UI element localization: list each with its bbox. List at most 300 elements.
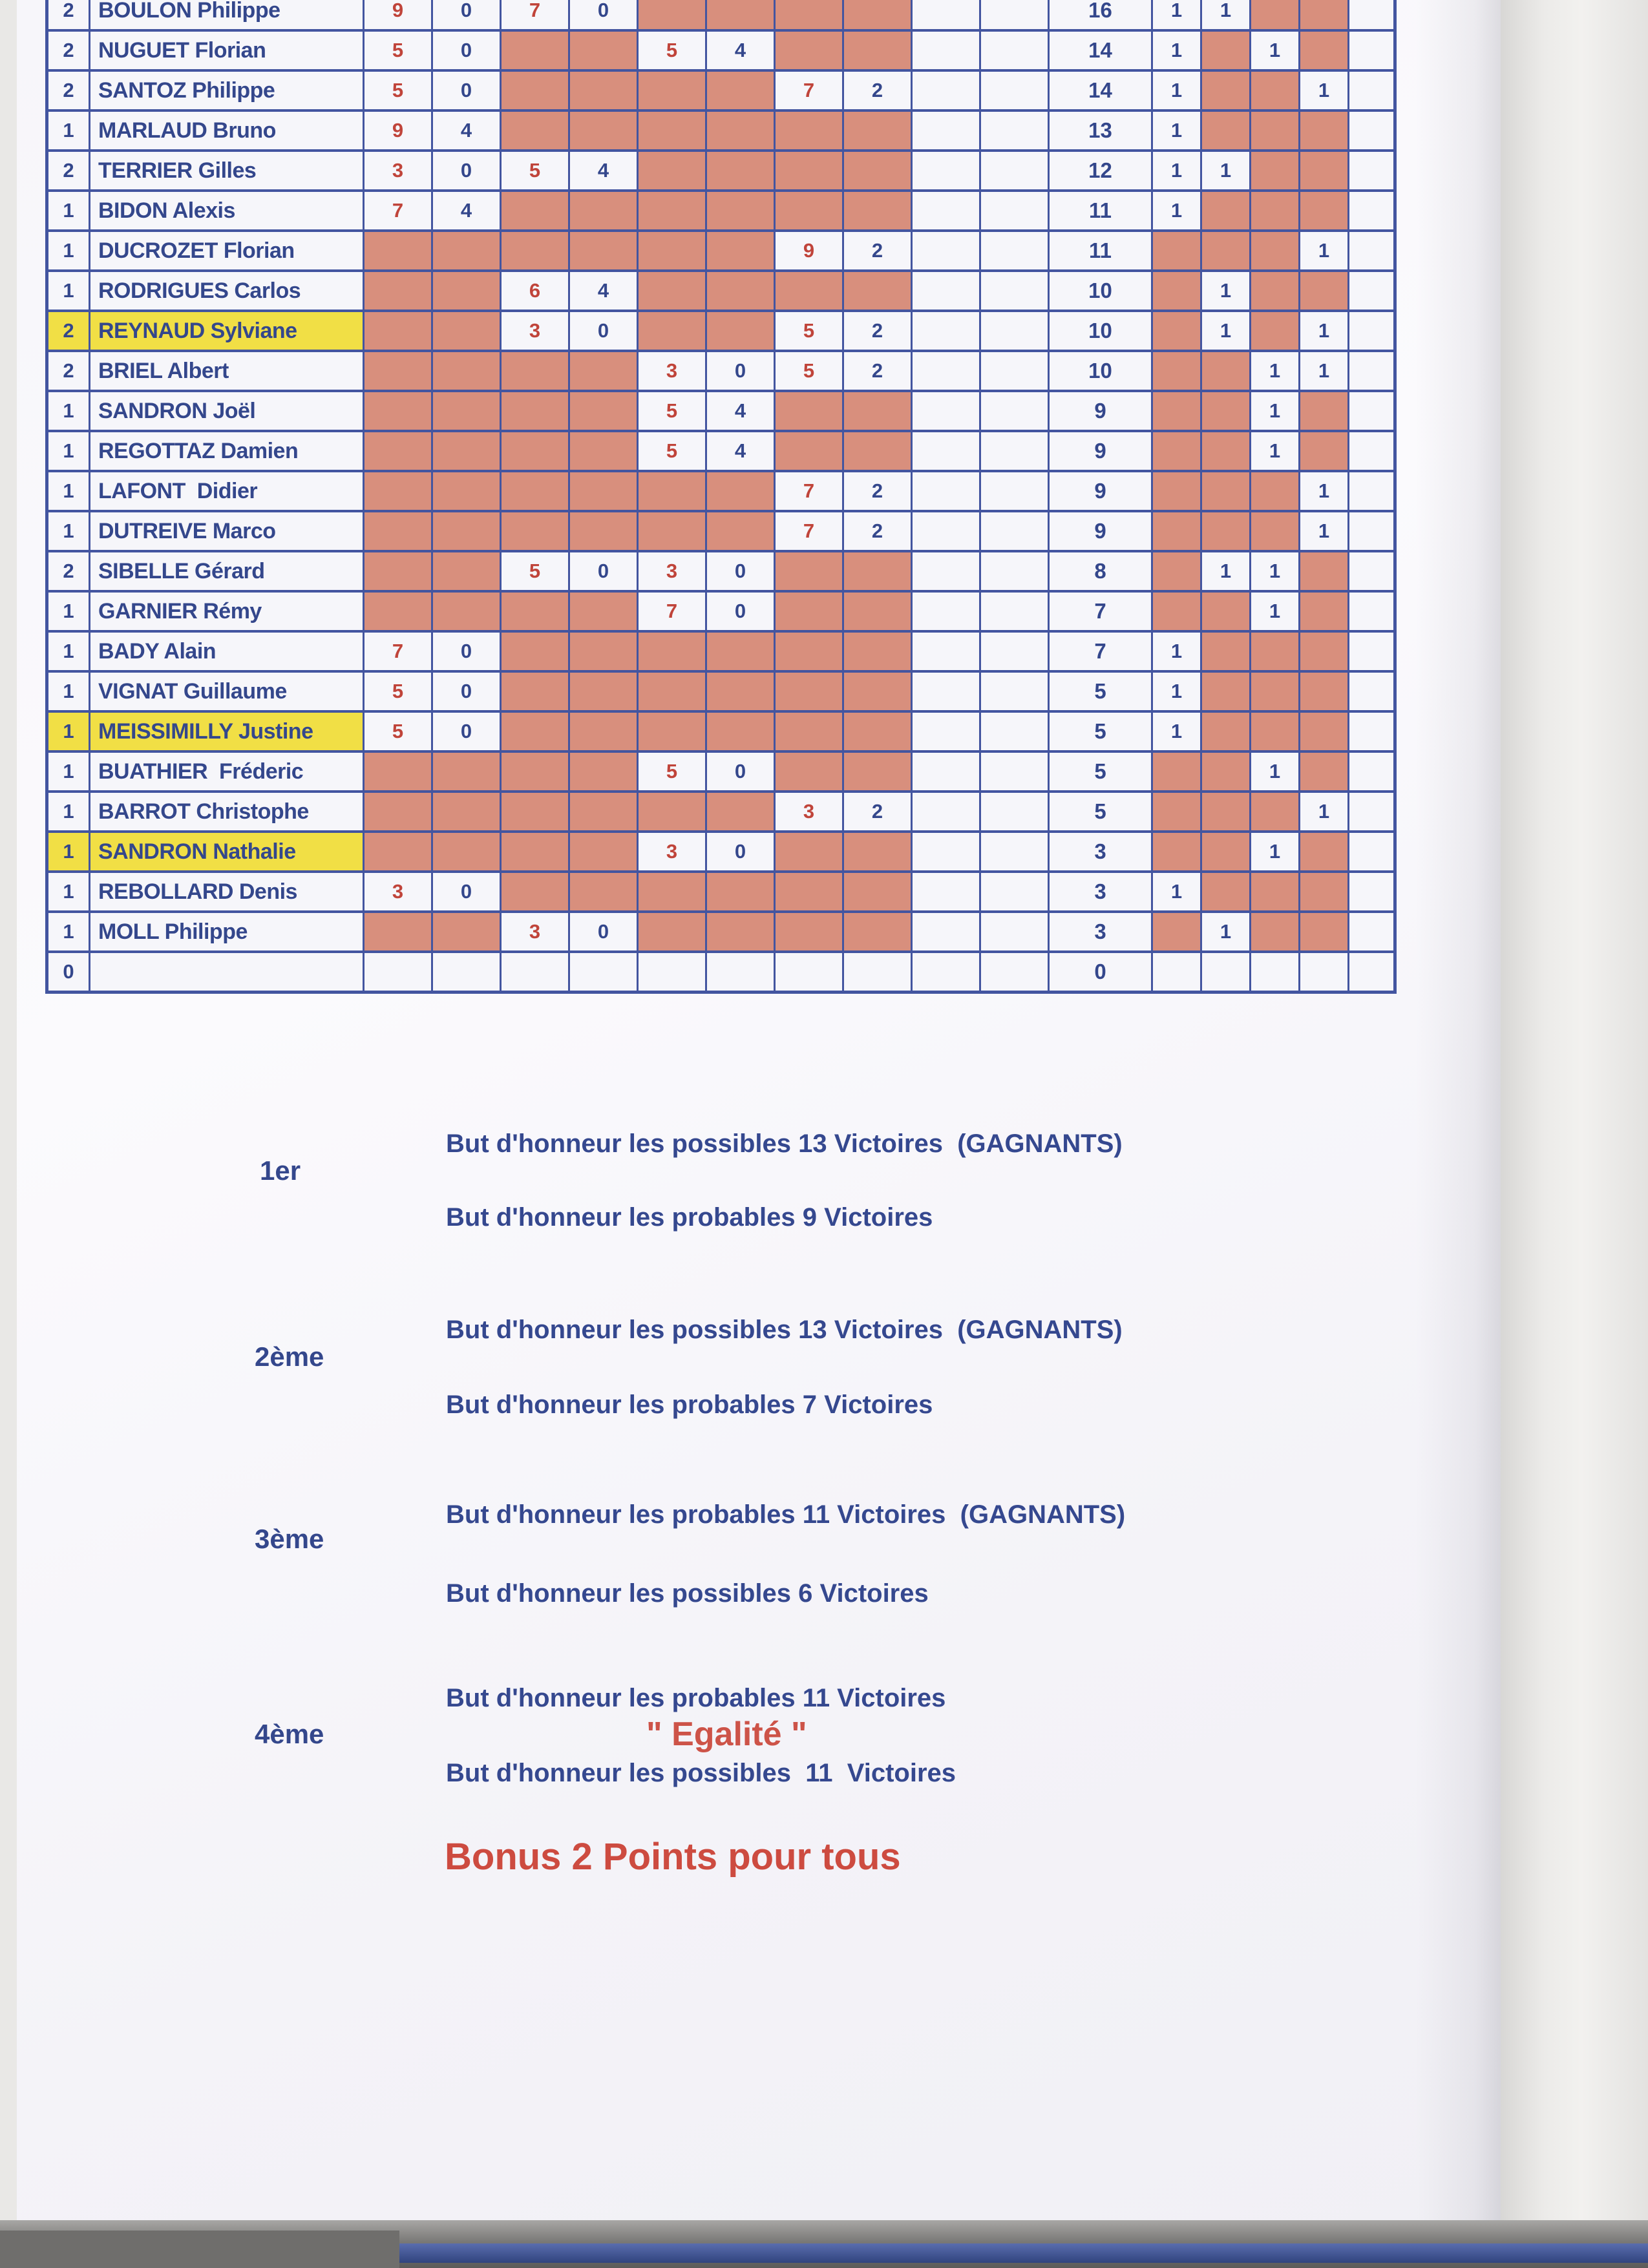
- round-score-cell: 2: [843, 311, 912, 351]
- unplayed-cell: [706, 671, 775, 711]
- trailing-cell: [1349, 591, 1395, 631]
- player-name-cell: REBOLLARD Denis: [90, 872, 364, 912]
- empty-round-cell: [912, 751, 980, 792]
- total-cell: 7: [1049, 631, 1152, 671]
- round-indicator-cell: [1201, 751, 1251, 792]
- empty-round-cell: [980, 391, 1049, 431]
- round-score-cell: 3: [364, 872, 432, 912]
- trailing-cell: [1349, 551, 1395, 591]
- paper-edge-shadow: [1415, 0, 1501, 2220]
- unplayed-cell: [706, 711, 775, 751]
- unplayed-cell: [775, 551, 843, 591]
- unplayed-cell: [501, 872, 569, 912]
- round-indicator-cell: [1201, 30, 1251, 70]
- unplayed-cell: [775, 110, 843, 151]
- empty-round-cell: [843, 952, 912, 992]
- unplayed-cell: [775, 912, 843, 952]
- round-indicator-cell: 1: [1152, 0, 1201, 30]
- unplayed-cell: [569, 191, 638, 231]
- unplayed-cell: [501, 832, 569, 872]
- total-cell: 3: [1049, 832, 1152, 872]
- unplayed-cell: [432, 471, 501, 511]
- round-indicator-cell: 1: [1300, 471, 1349, 511]
- trailing-cell: [1349, 271, 1395, 311]
- unplayed-cell: [843, 431, 912, 471]
- table-row: [47, 751, 1395, 792]
- honor-line: But d'honneur les possibles 13 Victoires (GAGNANTS): [446, 1129, 1123, 1158]
- player-name-cell: MOLL Philippe: [90, 912, 364, 952]
- empty-round-cell: [980, 271, 1049, 311]
- round-indicator-cell: [1300, 551, 1349, 591]
- round-indicator-cell: [1251, 191, 1300, 231]
- table-row: [47, 391, 1395, 431]
- player-name-cell: SANDRON Nathalie: [90, 832, 364, 872]
- unplayed-cell: [775, 591, 843, 631]
- round-indicator-cell: [1300, 0, 1349, 30]
- table-row: [47, 872, 1395, 912]
- unplayed-cell: [501, 110, 569, 151]
- player-name-cell: TERRIER Gilles: [90, 151, 364, 191]
- unplayed-cell: [775, 151, 843, 191]
- honor-line: But d'honneur les probables 9 Victoires: [446, 1203, 933, 1232]
- round-indicator-cell: 1: [1152, 191, 1201, 231]
- unplayed-cell: [638, 872, 706, 912]
- empty-round-cell: [980, 431, 1049, 471]
- unplayed-cell: [432, 792, 501, 832]
- unplayed-cell: [364, 391, 432, 431]
- unplayed-cell: [501, 70, 569, 110]
- round-indicator-cell: [1201, 631, 1251, 671]
- empty-round-cell: [980, 191, 1049, 231]
- unplayed-cell: [706, 70, 775, 110]
- round-indicator-cell: [1300, 431, 1349, 471]
- round-indicator-cell: [1251, 792, 1300, 832]
- round-score-cell: 0: [569, 912, 638, 952]
- round-score-cell: 4: [569, 151, 638, 191]
- total-cell: 5: [1049, 792, 1152, 832]
- player-name-cell: VIGNAT Guillaume: [90, 671, 364, 711]
- round-indicator-cell: [1201, 351, 1251, 391]
- trailing-cell: [1349, 872, 1395, 912]
- unplayed-cell: [501, 231, 569, 271]
- round-score-cell: 9: [364, 0, 432, 30]
- player-name-cell: SANDRON Joël: [90, 391, 364, 431]
- round-score-cell: 5: [364, 671, 432, 711]
- total-cell: 9: [1049, 391, 1152, 431]
- trailing-cell: [1349, 151, 1395, 191]
- empty-round-cell: [912, 511, 980, 551]
- empty-round-cell: [912, 832, 980, 872]
- player-name-cell: NUGUET Florian: [90, 30, 364, 70]
- empty-round-cell: [980, 311, 1049, 351]
- total-cell: 14: [1049, 70, 1152, 110]
- round-indicator-cell: [1201, 431, 1251, 471]
- round-score-cell: 0: [706, 751, 775, 792]
- round-indicator-cell: 1: [1201, 912, 1251, 952]
- unplayed-cell: [569, 110, 638, 151]
- empty-round-cell: [980, 351, 1049, 391]
- player-name-cell: [90, 952, 364, 992]
- round-indicator-cell: [1201, 711, 1251, 751]
- total-cell: 9: [1049, 511, 1152, 551]
- round-score-cell: 2: [843, 70, 912, 110]
- ordinal-label-1er: 1er: [260, 1155, 301, 1186]
- round-score-cell: 0: [706, 551, 775, 591]
- round-indicator-cell: 1: [1300, 351, 1349, 391]
- trailing-cell: [1349, 311, 1395, 351]
- empty-round-cell: [364, 952, 432, 992]
- honor-line: But d'honneur les possibles 6 Victoires: [446, 1579, 929, 1608]
- empty-round-cell: [912, 591, 980, 631]
- rank-cell: 1: [47, 832, 90, 872]
- player-name-cell: BADY Alain: [90, 631, 364, 671]
- unplayed-cell: [706, 872, 775, 912]
- unplayed-cell: [775, 191, 843, 231]
- round-indicator-cell: [1152, 832, 1201, 872]
- round-indicator-cell: [1300, 912, 1349, 952]
- round-indicator-cell: [1201, 511, 1251, 551]
- rank-cell: 1: [47, 431, 90, 471]
- round-score-cell: 0: [706, 591, 775, 631]
- trailing-cell: [1349, 671, 1395, 711]
- round-score-cell: 3: [638, 551, 706, 591]
- round-indicator-cell: [1251, 70, 1300, 110]
- empty-round-cell: [432, 952, 501, 992]
- player-name-cell: LAFONT Didier: [90, 471, 364, 511]
- empty-round-cell: [980, 872, 1049, 912]
- rank-cell: 1: [47, 591, 90, 631]
- round-score-cell: 5: [501, 551, 569, 591]
- empty-round-cell: [980, 471, 1049, 511]
- unplayed-cell: [843, 832, 912, 872]
- round-score-cell: 3: [775, 792, 843, 832]
- round-indicator-cell: 1: [1201, 551, 1251, 591]
- player-name-cell: BRIEL Albert: [90, 351, 364, 391]
- round-indicator-cell: 1: [1152, 151, 1201, 191]
- table-row: [47, 711, 1395, 751]
- table-row: [47, 110, 1395, 151]
- total-cell: 3: [1049, 912, 1152, 952]
- empty-round-cell: [912, 471, 980, 511]
- trailing-cell: [1349, 231, 1395, 271]
- honor-line: But d'honneur les probables 7 Victoires: [446, 1391, 933, 1419]
- player-name-cell: REGOTTAZ Damien: [90, 431, 364, 471]
- unplayed-cell: [775, 271, 843, 311]
- trailing-cell: [1349, 511, 1395, 551]
- round-indicator-cell: [1201, 391, 1251, 431]
- rank-cell: 1: [47, 271, 90, 311]
- round-indicator-cell: [1300, 751, 1349, 792]
- unplayed-cell: [843, 751, 912, 792]
- unplayed-cell: [638, 471, 706, 511]
- empty-round-cell: [980, 551, 1049, 591]
- total-cell: 11: [1049, 231, 1152, 271]
- round-indicator-cell: [1152, 231, 1201, 271]
- table-row: [47, 952, 1395, 992]
- total-cell: 5: [1049, 711, 1152, 751]
- unplayed-cell: [775, 631, 843, 671]
- round-score-cell: 0: [569, 0, 638, 30]
- round-indicator-cell: [1251, 711, 1300, 751]
- round-indicator-cell: [1251, 511, 1300, 551]
- round-indicator-cell: 1: [1300, 792, 1349, 832]
- unplayed-cell: [501, 792, 569, 832]
- empty-round-cell: [980, 952, 1049, 992]
- total-cell: 0: [1049, 952, 1152, 992]
- unplayed-cell: [706, 912, 775, 952]
- player-name-cell: REYNAUD Sylviane: [90, 311, 364, 351]
- round-indicator-cell: 1: [1251, 751, 1300, 792]
- total-cell: 14: [1049, 30, 1152, 70]
- round-indicator-cell: [1251, 471, 1300, 511]
- round-score-cell: 7: [364, 191, 432, 231]
- total-cell: 11: [1049, 191, 1152, 231]
- unplayed-cell: [501, 751, 569, 792]
- unplayed-cell: [775, 711, 843, 751]
- round-score-cell: 4: [569, 271, 638, 311]
- unplayed-cell: [569, 351, 638, 391]
- unplayed-cell: [569, 792, 638, 832]
- round-indicator-cell: 1: [1251, 591, 1300, 631]
- unplayed-cell: [364, 912, 432, 952]
- round-indicator-cell: 1: [1300, 231, 1349, 271]
- round-indicator-cell: [1300, 151, 1349, 191]
- ordinal-label-3eme: 3ème: [255, 1524, 324, 1554]
- unplayed-cell: [706, 0, 775, 30]
- empty-round-cell: [980, 0, 1049, 30]
- empty-round-cell: [980, 832, 1049, 872]
- unplayed-cell: [364, 551, 432, 591]
- table-row: [47, 191, 1395, 231]
- total-cell: 5: [1049, 751, 1152, 792]
- rank-cell: 1: [47, 912, 90, 952]
- round-score-cell: 3: [638, 351, 706, 391]
- total-cell: 8: [1049, 551, 1152, 591]
- table-row: [47, 912, 1395, 952]
- round-indicator-cell: [1300, 832, 1349, 872]
- table-row: [47, 431, 1395, 471]
- unplayed-cell: [432, 551, 501, 591]
- unplayed-cell: [843, 191, 912, 231]
- unplayed-cell: [775, 391, 843, 431]
- round-indicator-cell: 1: [1152, 872, 1201, 912]
- unplayed-cell: [843, 391, 912, 431]
- unplayed-cell: [569, 711, 638, 751]
- empty-round-cell: [912, 0, 980, 30]
- unplayed-cell: [364, 311, 432, 351]
- round-indicator-cell: [1152, 471, 1201, 511]
- trailing-cell: [1349, 70, 1395, 110]
- rank-cell: 1: [47, 231, 90, 271]
- unplayed-cell: [775, 0, 843, 30]
- empty-round-cell: [912, 671, 980, 711]
- unplayed-cell: [569, 591, 638, 631]
- unplayed-cell: [706, 191, 775, 231]
- unplayed-cell: [432, 351, 501, 391]
- unplayed-cell: [432, 912, 501, 952]
- unplayed-cell: [364, 832, 432, 872]
- round-indicator-cell: 1: [1251, 431, 1300, 471]
- round-indicator-cell: [1201, 792, 1251, 832]
- table-row: [47, 151, 1395, 191]
- round-indicator-cell: 1: [1201, 271, 1251, 311]
- table-row: [47, 0, 1395, 30]
- unplayed-cell: [569, 511, 638, 551]
- unplayed-cell: [706, 792, 775, 832]
- round-indicator-cell: [1152, 751, 1201, 792]
- round-score-cell: 5: [638, 751, 706, 792]
- unplayed-cell: [638, 231, 706, 271]
- round-score-cell: 7: [775, 70, 843, 110]
- round-score-cell: 0: [432, 872, 501, 912]
- total-cell: 13: [1049, 110, 1152, 151]
- trailing-cell: [1349, 431, 1395, 471]
- player-name-cell: SIBELLE Gérard: [90, 551, 364, 591]
- round-score-cell: 0: [432, 151, 501, 191]
- unplayed-cell: [706, 631, 775, 671]
- round-score-cell: 4: [706, 431, 775, 471]
- round-indicator-cell: [1300, 110, 1349, 151]
- rank-cell: 2: [47, 0, 90, 30]
- unplayed-cell: [775, 832, 843, 872]
- unplayed-cell: [364, 591, 432, 631]
- round-score-cell: 0: [432, 711, 501, 751]
- trailing-cell: [1349, 912, 1395, 952]
- round-indicator-cell: 1: [1251, 351, 1300, 391]
- round-score-cell: 0: [706, 832, 775, 872]
- round-indicator-cell: [1300, 872, 1349, 912]
- round-score-cell: 5: [364, 30, 432, 70]
- empty-round-cell: [912, 631, 980, 671]
- unplayed-cell: [706, 271, 775, 311]
- unplayed-cell: [775, 431, 843, 471]
- round-indicator-cell: [1152, 551, 1201, 591]
- round-score-cell: 0: [432, 671, 501, 711]
- unplayed-cell: [775, 30, 843, 70]
- round-indicator-cell: [1300, 271, 1349, 311]
- unplayed-cell: [638, 191, 706, 231]
- round-score-cell: 5: [638, 391, 706, 431]
- round-indicator-cell: [1152, 431, 1201, 471]
- round-indicator-cell: [1201, 832, 1251, 872]
- round-indicator-cell: [1201, 671, 1251, 711]
- round-score-cell: 2: [843, 792, 912, 832]
- empty-round-cell: [706, 952, 775, 992]
- round-score-cell: 5: [638, 431, 706, 471]
- unplayed-cell: [501, 431, 569, 471]
- table-row: [47, 792, 1395, 832]
- player-name-cell: DUTREIVE Marco: [90, 511, 364, 551]
- table-row: [47, 231, 1395, 271]
- round-indicator-cell: 1: [1251, 391, 1300, 431]
- unplayed-cell: [638, 711, 706, 751]
- unplayed-cell: [638, 110, 706, 151]
- round-indicator-cell: [1300, 30, 1349, 70]
- table-row: [47, 551, 1395, 591]
- unplayed-cell: [843, 110, 912, 151]
- trailing-cell: [1349, 351, 1395, 391]
- scanner-background-right: [1501, 0, 1648, 2220]
- total-cell: 10: [1049, 271, 1152, 311]
- unplayed-cell: [569, 671, 638, 711]
- unplayed-cell: [775, 872, 843, 912]
- unplayed-cell: [569, 70, 638, 110]
- trailing-cell: [1349, 792, 1395, 832]
- table-row: [47, 351, 1395, 391]
- round-score-cell: 2: [843, 511, 912, 551]
- trailing-cell: [1349, 110, 1395, 151]
- round-score-cell: 9: [775, 231, 843, 271]
- empty-round-cell: [912, 431, 980, 471]
- unplayed-cell: [569, 30, 638, 70]
- trailing-cell: [1349, 0, 1395, 30]
- total-cell: 5: [1049, 671, 1152, 711]
- player-name-cell: RODRIGUES Carlos: [90, 271, 364, 311]
- unplayed-cell: [569, 231, 638, 271]
- unplayed-cell: [569, 431, 638, 471]
- round-score-cell: 5: [775, 311, 843, 351]
- unplayed-cell: [432, 311, 501, 351]
- unplayed-cell: [364, 471, 432, 511]
- rank-cell: 2: [47, 551, 90, 591]
- total-cell: 7: [1049, 591, 1152, 631]
- player-name-cell: MARLAUD Bruno: [90, 110, 364, 151]
- empty-round-cell: [980, 631, 1049, 671]
- table-row: [47, 271, 1395, 311]
- empty-round-cell: [980, 591, 1049, 631]
- rank-cell: 1: [47, 471, 90, 511]
- unplayed-cell: [569, 751, 638, 792]
- empty-round-cell: [912, 872, 980, 912]
- round-indicator-cell: [1300, 391, 1349, 431]
- round-indicator-cell: [1300, 952, 1349, 992]
- round-indicator-cell: [1251, 151, 1300, 191]
- empty-round-cell: [912, 70, 980, 110]
- round-indicator-cell: 1: [1251, 30, 1300, 70]
- unplayed-cell: [843, 0, 912, 30]
- unplayed-cell: [569, 631, 638, 671]
- total-cell: 3: [1049, 872, 1152, 912]
- table-row: [47, 311, 1395, 351]
- round-score-cell: 0: [432, 631, 501, 671]
- round-score-cell: 3: [501, 311, 569, 351]
- unplayed-cell: [843, 151, 912, 191]
- empty-round-cell: [980, 151, 1049, 191]
- empty-round-cell: [980, 711, 1049, 751]
- unplayed-cell: [843, 30, 912, 70]
- unplayed-cell: [501, 391, 569, 431]
- round-indicator-cell: 1: [1201, 151, 1251, 191]
- round-indicator-cell: [1251, 271, 1300, 311]
- round-score-cell: 0: [569, 311, 638, 351]
- round-indicator-cell: [1251, 952, 1300, 992]
- round-score-cell: 7: [638, 591, 706, 631]
- total-cell: 16: [1049, 0, 1152, 30]
- round-indicator-cell: [1201, 471, 1251, 511]
- unplayed-cell: [501, 671, 569, 711]
- unplayed-cell: [843, 551, 912, 591]
- ordinal-label-4eme: 4ème: [255, 1719, 324, 1749]
- rank-cell: 2: [47, 151, 90, 191]
- round-indicator-cell: [1152, 591, 1201, 631]
- rank-cell: 1: [47, 191, 90, 231]
- round-score-cell: 3: [501, 912, 569, 952]
- round-indicator-cell: [1152, 952, 1201, 992]
- empty-round-cell: [980, 912, 1049, 952]
- unplayed-cell: [843, 671, 912, 711]
- player-name-cell: BUATHIER Fréderic: [90, 751, 364, 792]
- table-row: [47, 471, 1395, 511]
